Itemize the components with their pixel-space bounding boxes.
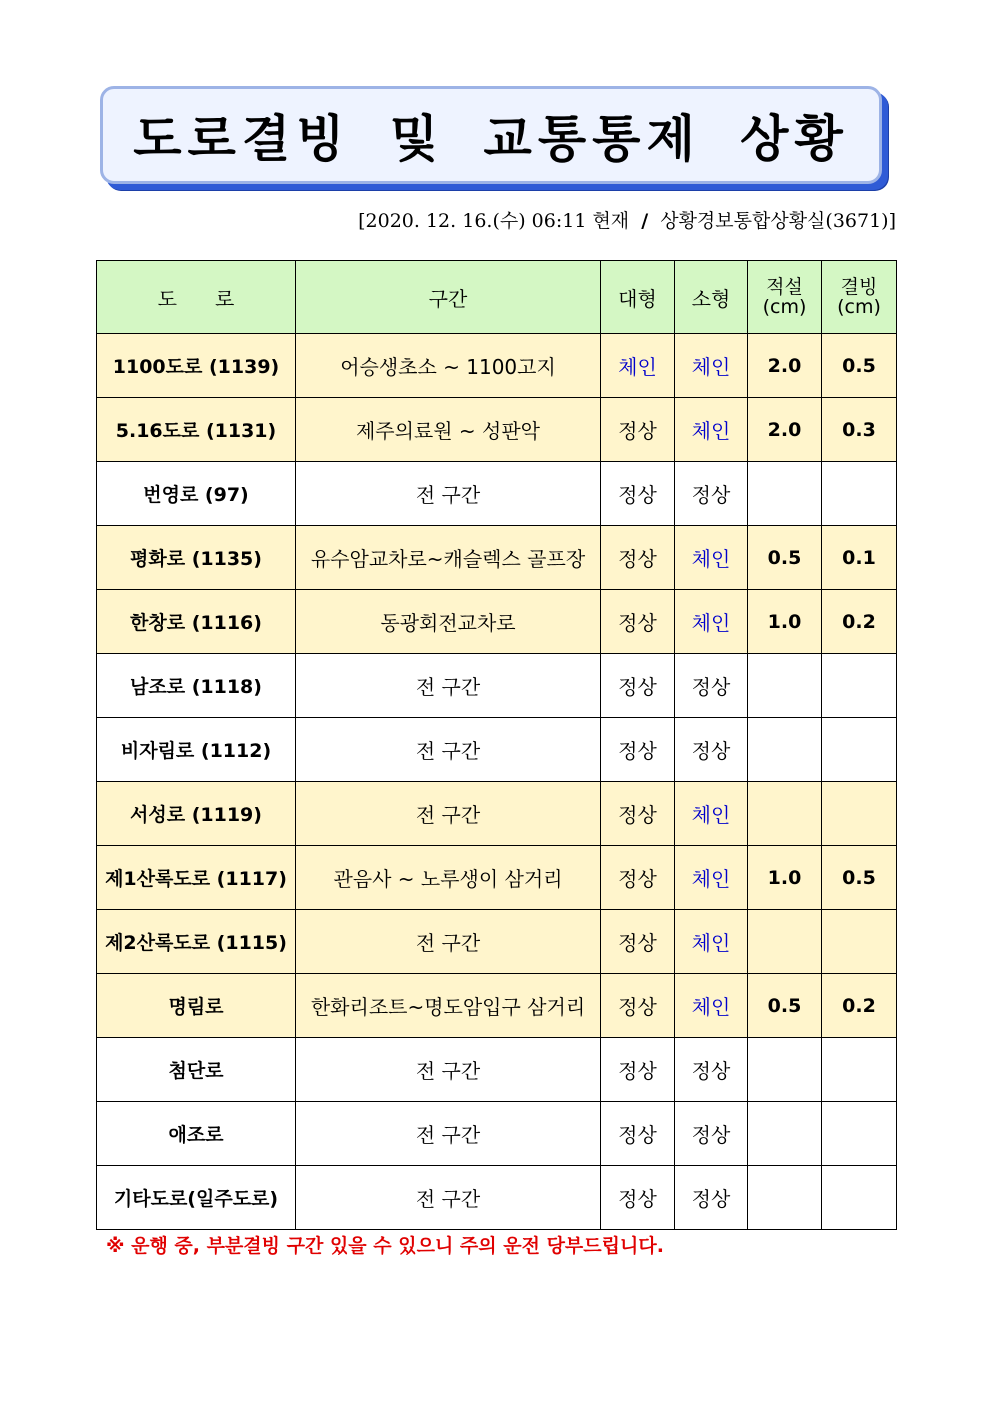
small-vehicle-status: 체인 bbox=[675, 590, 748, 654]
ice-depth bbox=[822, 782, 897, 846]
road-section: 전 구간 bbox=[296, 654, 601, 718]
caution-notice: ※ 운행 중, 부분결빙 구간 있을 수 있으니 주의 운전 당부드립니다. bbox=[106, 1235, 664, 1257]
ice-depth bbox=[822, 1038, 897, 1102]
snow-depth bbox=[748, 718, 822, 782]
table-row bbox=[97, 974, 897, 1038]
road-name: 명림로 bbox=[97, 974, 296, 1038]
large-vehicle-status: 정상 bbox=[601, 782, 675, 846]
large-vehicle-status: 정상 bbox=[601, 846, 675, 910]
snow-depth bbox=[748, 1038, 822, 1102]
snow-depth: 1.0 bbox=[748, 846, 822, 910]
road-section: 유수암교차로~캐슬렉스 골프장 bbox=[296, 526, 601, 590]
road-name: 5.16도로 (1131) bbox=[97, 398, 296, 462]
table-row bbox=[97, 462, 897, 526]
road-name: 남조로 (1118) bbox=[97, 654, 296, 718]
snow-depth bbox=[748, 1102, 822, 1166]
road-name: 서성로 (1119) bbox=[97, 782, 296, 846]
road-name: 제2산록도로 (1115) bbox=[97, 910, 296, 974]
table-row bbox=[97, 1038, 897, 1102]
table-row bbox=[97, 526, 897, 590]
road-name: 한창로 (1116) bbox=[97, 590, 296, 654]
large-vehicle-status: 정상 bbox=[601, 398, 675, 462]
table-row bbox=[97, 590, 897, 654]
header-ice: 결빙 (cm) bbox=[822, 261, 897, 334]
title-banner bbox=[100, 86, 882, 184]
table-row bbox=[97, 782, 897, 846]
small-vehicle-status: 체인 bbox=[675, 334, 748, 398]
snow-depth bbox=[748, 1166, 822, 1230]
large-vehicle-status: 정상 bbox=[601, 1102, 675, 1166]
snow-depth: 2.0 bbox=[748, 398, 822, 462]
large-vehicle-status: 정상 bbox=[601, 526, 675, 590]
snow-depth bbox=[748, 462, 822, 526]
snow-depth: 0.5 bbox=[748, 526, 822, 590]
small-vehicle-status: 체인 bbox=[675, 910, 748, 974]
road-name: 제1산록도로 (1117) bbox=[97, 846, 296, 910]
ice-depth bbox=[822, 654, 897, 718]
road-section: 어승생초소 ~ 1100고지 bbox=[296, 334, 601, 398]
road-section: 전 구간 bbox=[296, 1038, 601, 1102]
small-vehicle-status: 정상 bbox=[675, 654, 748, 718]
table-row bbox=[97, 1166, 897, 1230]
ice-depth bbox=[822, 910, 897, 974]
road-section: 전 구간 bbox=[296, 1102, 601, 1166]
header-small: 소형 bbox=[675, 261, 748, 334]
ice-depth bbox=[822, 462, 897, 526]
road-name: 비자림로 (1112) bbox=[97, 718, 296, 782]
report-datetime: [2020. 12. 16.(수) 06:11 현재 bbox=[358, 210, 630, 232]
road-section: 전 구간 bbox=[296, 910, 601, 974]
small-vehicle-status: 정상 bbox=[675, 1038, 748, 1102]
table-row bbox=[97, 846, 897, 910]
large-vehicle-status: 정상 bbox=[601, 590, 675, 654]
ice-depth: 0.5 bbox=[822, 334, 897, 398]
snow-depth: 0.5 bbox=[748, 974, 822, 1038]
large-vehicle-status: 체인 bbox=[601, 334, 675, 398]
small-vehicle-status: 정상 bbox=[675, 718, 748, 782]
header-large: 대형 bbox=[601, 261, 675, 334]
road-name: 기타도로(일주도로) bbox=[97, 1166, 296, 1230]
road-name: 번영로 (97) bbox=[97, 462, 296, 526]
ice-depth: 0.5 bbox=[822, 846, 897, 910]
page-title: 도로결빙 및 교통통제 상황 bbox=[133, 110, 849, 168]
table-row bbox=[97, 718, 897, 782]
large-vehicle-status: 정상 bbox=[601, 974, 675, 1038]
small-vehicle-status: 정상 bbox=[675, 1166, 748, 1230]
table-body bbox=[97, 334, 897, 1230]
road-name: 첨단로 bbox=[97, 1038, 296, 1102]
snow-depth bbox=[748, 782, 822, 846]
large-vehicle-status: 정상 bbox=[601, 910, 675, 974]
road-status-table bbox=[96, 260, 897, 1230]
header-snow: 적설 (cm) bbox=[748, 261, 822, 334]
road-name: 평화로 (1135) bbox=[97, 526, 296, 590]
report-info bbox=[358, 206, 896, 233]
ice-depth: 0.2 bbox=[822, 974, 897, 1038]
road-section: 전 구간 bbox=[296, 782, 601, 846]
snow-depth: 1.0 bbox=[748, 590, 822, 654]
small-vehicle-status: 체인 bbox=[675, 398, 748, 462]
table-row bbox=[97, 910, 897, 974]
road-section: 동광회전교차로 bbox=[296, 590, 601, 654]
table-row bbox=[97, 654, 897, 718]
snow-depth bbox=[748, 910, 822, 974]
large-vehicle-status: 정상 bbox=[601, 1038, 675, 1102]
table-row bbox=[97, 334, 897, 398]
road-section: 전 구간 bbox=[296, 462, 601, 526]
road-name: 1100도로 (1139) bbox=[97, 334, 296, 398]
ice-depth: 0.1 bbox=[822, 526, 897, 590]
snow-depth: 2.0 bbox=[748, 334, 822, 398]
ice-depth: 0.2 bbox=[822, 590, 897, 654]
table-header-row bbox=[97, 261, 897, 334]
small-vehicle-status: 체인 bbox=[675, 846, 748, 910]
small-vehicle-status: 정상 bbox=[675, 462, 748, 526]
report-separator: / bbox=[641, 210, 649, 232]
small-vehicle-status: 체인 bbox=[675, 782, 748, 846]
road-section: 관음사 ~ 노루생이 삼거리 bbox=[296, 846, 601, 910]
small-vehicle-status: 체인 bbox=[675, 974, 748, 1038]
small-vehicle-status: 정상 bbox=[675, 1102, 748, 1166]
road-section: 전 구간 bbox=[296, 718, 601, 782]
large-vehicle-status: 정상 bbox=[601, 462, 675, 526]
road-section: 제주의료원 ~ 성판악 bbox=[296, 398, 601, 462]
snow-depth bbox=[748, 654, 822, 718]
ice-depth bbox=[822, 1166, 897, 1230]
road-section: 한화리조트~명도암입구 삼거리 bbox=[296, 974, 601, 1038]
road-name: 애조로 bbox=[97, 1102, 296, 1166]
header-road: 도 로 bbox=[97, 261, 296, 334]
large-vehicle-status: 정상 bbox=[601, 654, 675, 718]
ice-depth bbox=[822, 718, 897, 782]
table-row bbox=[97, 1102, 897, 1166]
ice-depth: 0.3 bbox=[822, 398, 897, 462]
header-section: 구간 bbox=[296, 261, 601, 334]
ice-depth bbox=[822, 1102, 897, 1166]
road-section: 전 구간 bbox=[296, 1166, 601, 1230]
small-vehicle-status: 체인 bbox=[675, 526, 748, 590]
large-vehicle-status: 정상 bbox=[601, 1166, 675, 1230]
table-row bbox=[97, 398, 897, 462]
large-vehicle-status: 정상 bbox=[601, 718, 675, 782]
report-office: 상황경보통합상황실(3671)] bbox=[660, 210, 896, 232]
